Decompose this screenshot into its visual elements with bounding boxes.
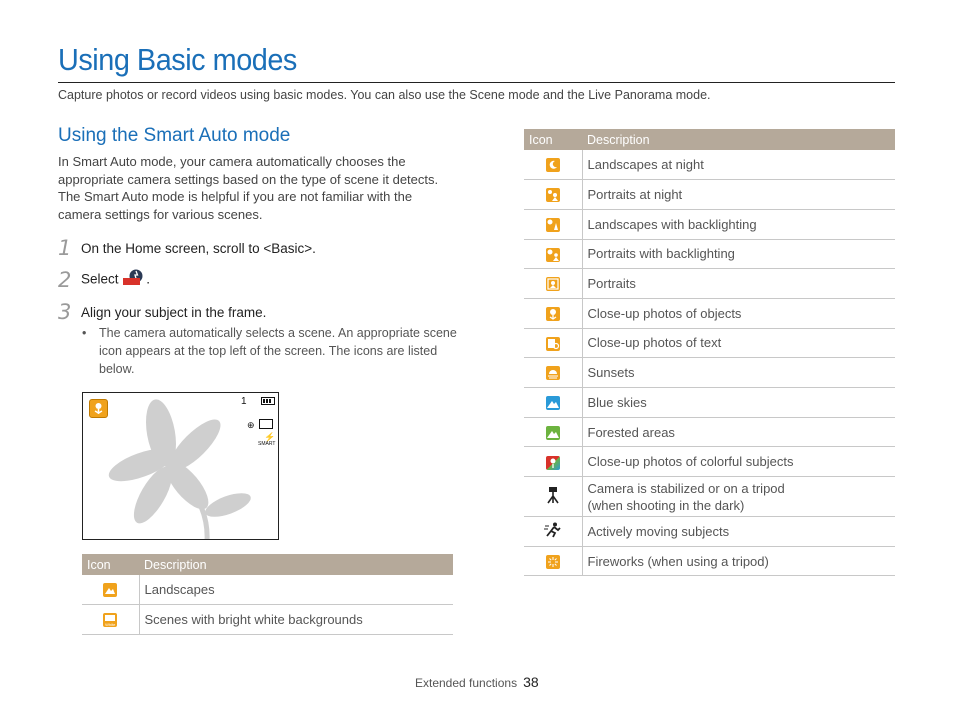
forest-icon [546, 426, 560, 440]
description-cell: Fireworks (when using a tripod) [582, 546, 895, 576]
fireworks-icon [546, 555, 560, 569]
shot-count: 1 [241, 396, 247, 407]
footer-section: Extended functions [415, 676, 518, 690]
table-row [524, 447, 895, 477]
icon-cell [524, 546, 582, 576]
icon-cell [524, 447, 582, 477]
step-text: Select . [81, 271, 150, 289]
icon-cell [524, 150, 582, 180]
page-footer [415, 674, 539, 690]
table-header-row [82, 554, 453, 575]
table-row [524, 477, 895, 517]
zoom-icon: ⊕ [247, 420, 255, 430]
icon-cell [524, 298, 582, 328]
flash-icon: ⚡ [264, 432, 276, 442]
night-landscape-icon [546, 158, 560, 172]
page-title: Using Basic modes [58, 42, 297, 77]
table-row [524, 358, 895, 388]
description-cell: Sunsets [582, 358, 895, 388]
description-cell: Landscapes [139, 575, 453, 605]
description-cell: Scenes with bright white backgrounds [139, 605, 453, 635]
basic-menu-label: <Basic> [263, 240, 313, 256]
step-1 [58, 236, 316, 260]
tripod-icon [545, 492, 561, 507]
section-heading: Using the Smart Auto mode [58, 125, 291, 146]
step-number: 3 [58, 300, 72, 324]
table-row [524, 269, 895, 299]
description-cell: Close-up photos of objects [582, 298, 895, 328]
landscape-icon [103, 583, 117, 597]
icon-column-header: Icon [524, 129, 582, 150]
table-row [524, 417, 895, 447]
icon-cell [524, 180, 582, 210]
preview-scene-icon [89, 399, 108, 418]
description-column-header: Description [582, 129, 895, 150]
description-cell: Landscapes at night [582, 150, 895, 180]
table-row [82, 605, 453, 635]
macro-icon [546, 307, 560, 321]
smart-auto-icon [123, 269, 145, 287]
description-cell: Camera is stabilized or on a tripod (when shooting in the dark) [582, 477, 895, 517]
macro-text-icon [546, 337, 560, 351]
description-column-header: Description [139, 554, 453, 575]
battery-icon [261, 397, 275, 405]
step-number: 2 [58, 268, 72, 292]
icon-cell [82, 575, 139, 605]
table-row [82, 575, 453, 605]
table-row [524, 180, 895, 210]
description-cell: Portraits [582, 269, 895, 299]
step-2 [58, 268, 150, 292]
description-cell: Close-up photos of colorful subjects [582, 447, 895, 477]
description-cell: Portraits with backlighting [582, 239, 895, 269]
table-row [524, 388, 895, 418]
table-header-row [524, 129, 895, 150]
size-icon [259, 419, 273, 429]
step-3 [58, 300, 266, 324]
description-cell: Forested areas [582, 417, 895, 447]
backlit-landscape-icon [546, 218, 560, 232]
description-cell: Actively moving subjects [582, 517, 895, 547]
icon-cell [524, 328, 582, 358]
table-row [524, 546, 895, 576]
basic-scene-table [82, 554, 453, 635]
icon-cell [524, 239, 582, 269]
icon-cell [524, 517, 582, 547]
macro-color-icon [546, 456, 560, 470]
step-number: 1 [58, 236, 72, 260]
bullet-note [82, 324, 462, 378]
bullet-text: The camera automatically selects a scene. An appropriate scene icon appears at the top left of the screen. The icons are listed below. [99, 326, 457, 376]
table-row [524, 298, 895, 328]
icon-cell [524, 209, 582, 239]
icon-cell [524, 358, 582, 388]
icon-cell [524, 477, 582, 517]
smart-scene-table [524, 129, 895, 576]
backlit-portrait-icon [546, 248, 560, 262]
icon-cell [82, 605, 139, 635]
title-divider [58, 82, 895, 83]
table-row [524, 150, 895, 180]
night-portrait-icon [546, 188, 560, 202]
section-body: In Smart Auto mode, your camera automatically chooses the appropriate camera settings based on the type of scene it detects. The Smart Auto mode is helpful if you are not familiar with the camera settings for various scenes. [58, 154, 439, 222]
icon-column-header: Icon [82, 554, 139, 575]
step-text: Align your subject in the frame. [81, 304, 267, 320]
flower-silhouette [83, 393, 279, 540]
icon-cell [524, 269, 582, 299]
description-cell: Portraits at night [582, 180, 895, 210]
sunset-icon [546, 366, 560, 380]
portrait-icon [546, 277, 560, 291]
table-row [524, 209, 895, 239]
description-cell: Close-up photos of text [582, 328, 895, 358]
white-background-icon: White [103, 613, 117, 627]
table-row [524, 517, 895, 547]
table-row [524, 239, 895, 269]
blue-sky-icon [546, 396, 560, 410]
icon-cell [524, 388, 582, 418]
action-icon [544, 526, 562, 541]
description-cell: Landscapes with backlighting [582, 209, 895, 239]
camera-preview [82, 392, 279, 540]
table-row [524, 328, 895, 358]
page-number: 38 [523, 674, 539, 690]
description-cell: Blue skies [582, 388, 895, 418]
bullet-dot: • [82, 326, 87, 340]
preview-smart-label: SMART [258, 441, 276, 447]
step-text: On the Home screen, scroll to <Basic>. [81, 240, 316, 256]
intro-text: Capture photos or record videos using basic modes. You can also use the Scene mode and the Live Panorama mode. [58, 88, 711, 102]
icon-cell [524, 417, 582, 447]
